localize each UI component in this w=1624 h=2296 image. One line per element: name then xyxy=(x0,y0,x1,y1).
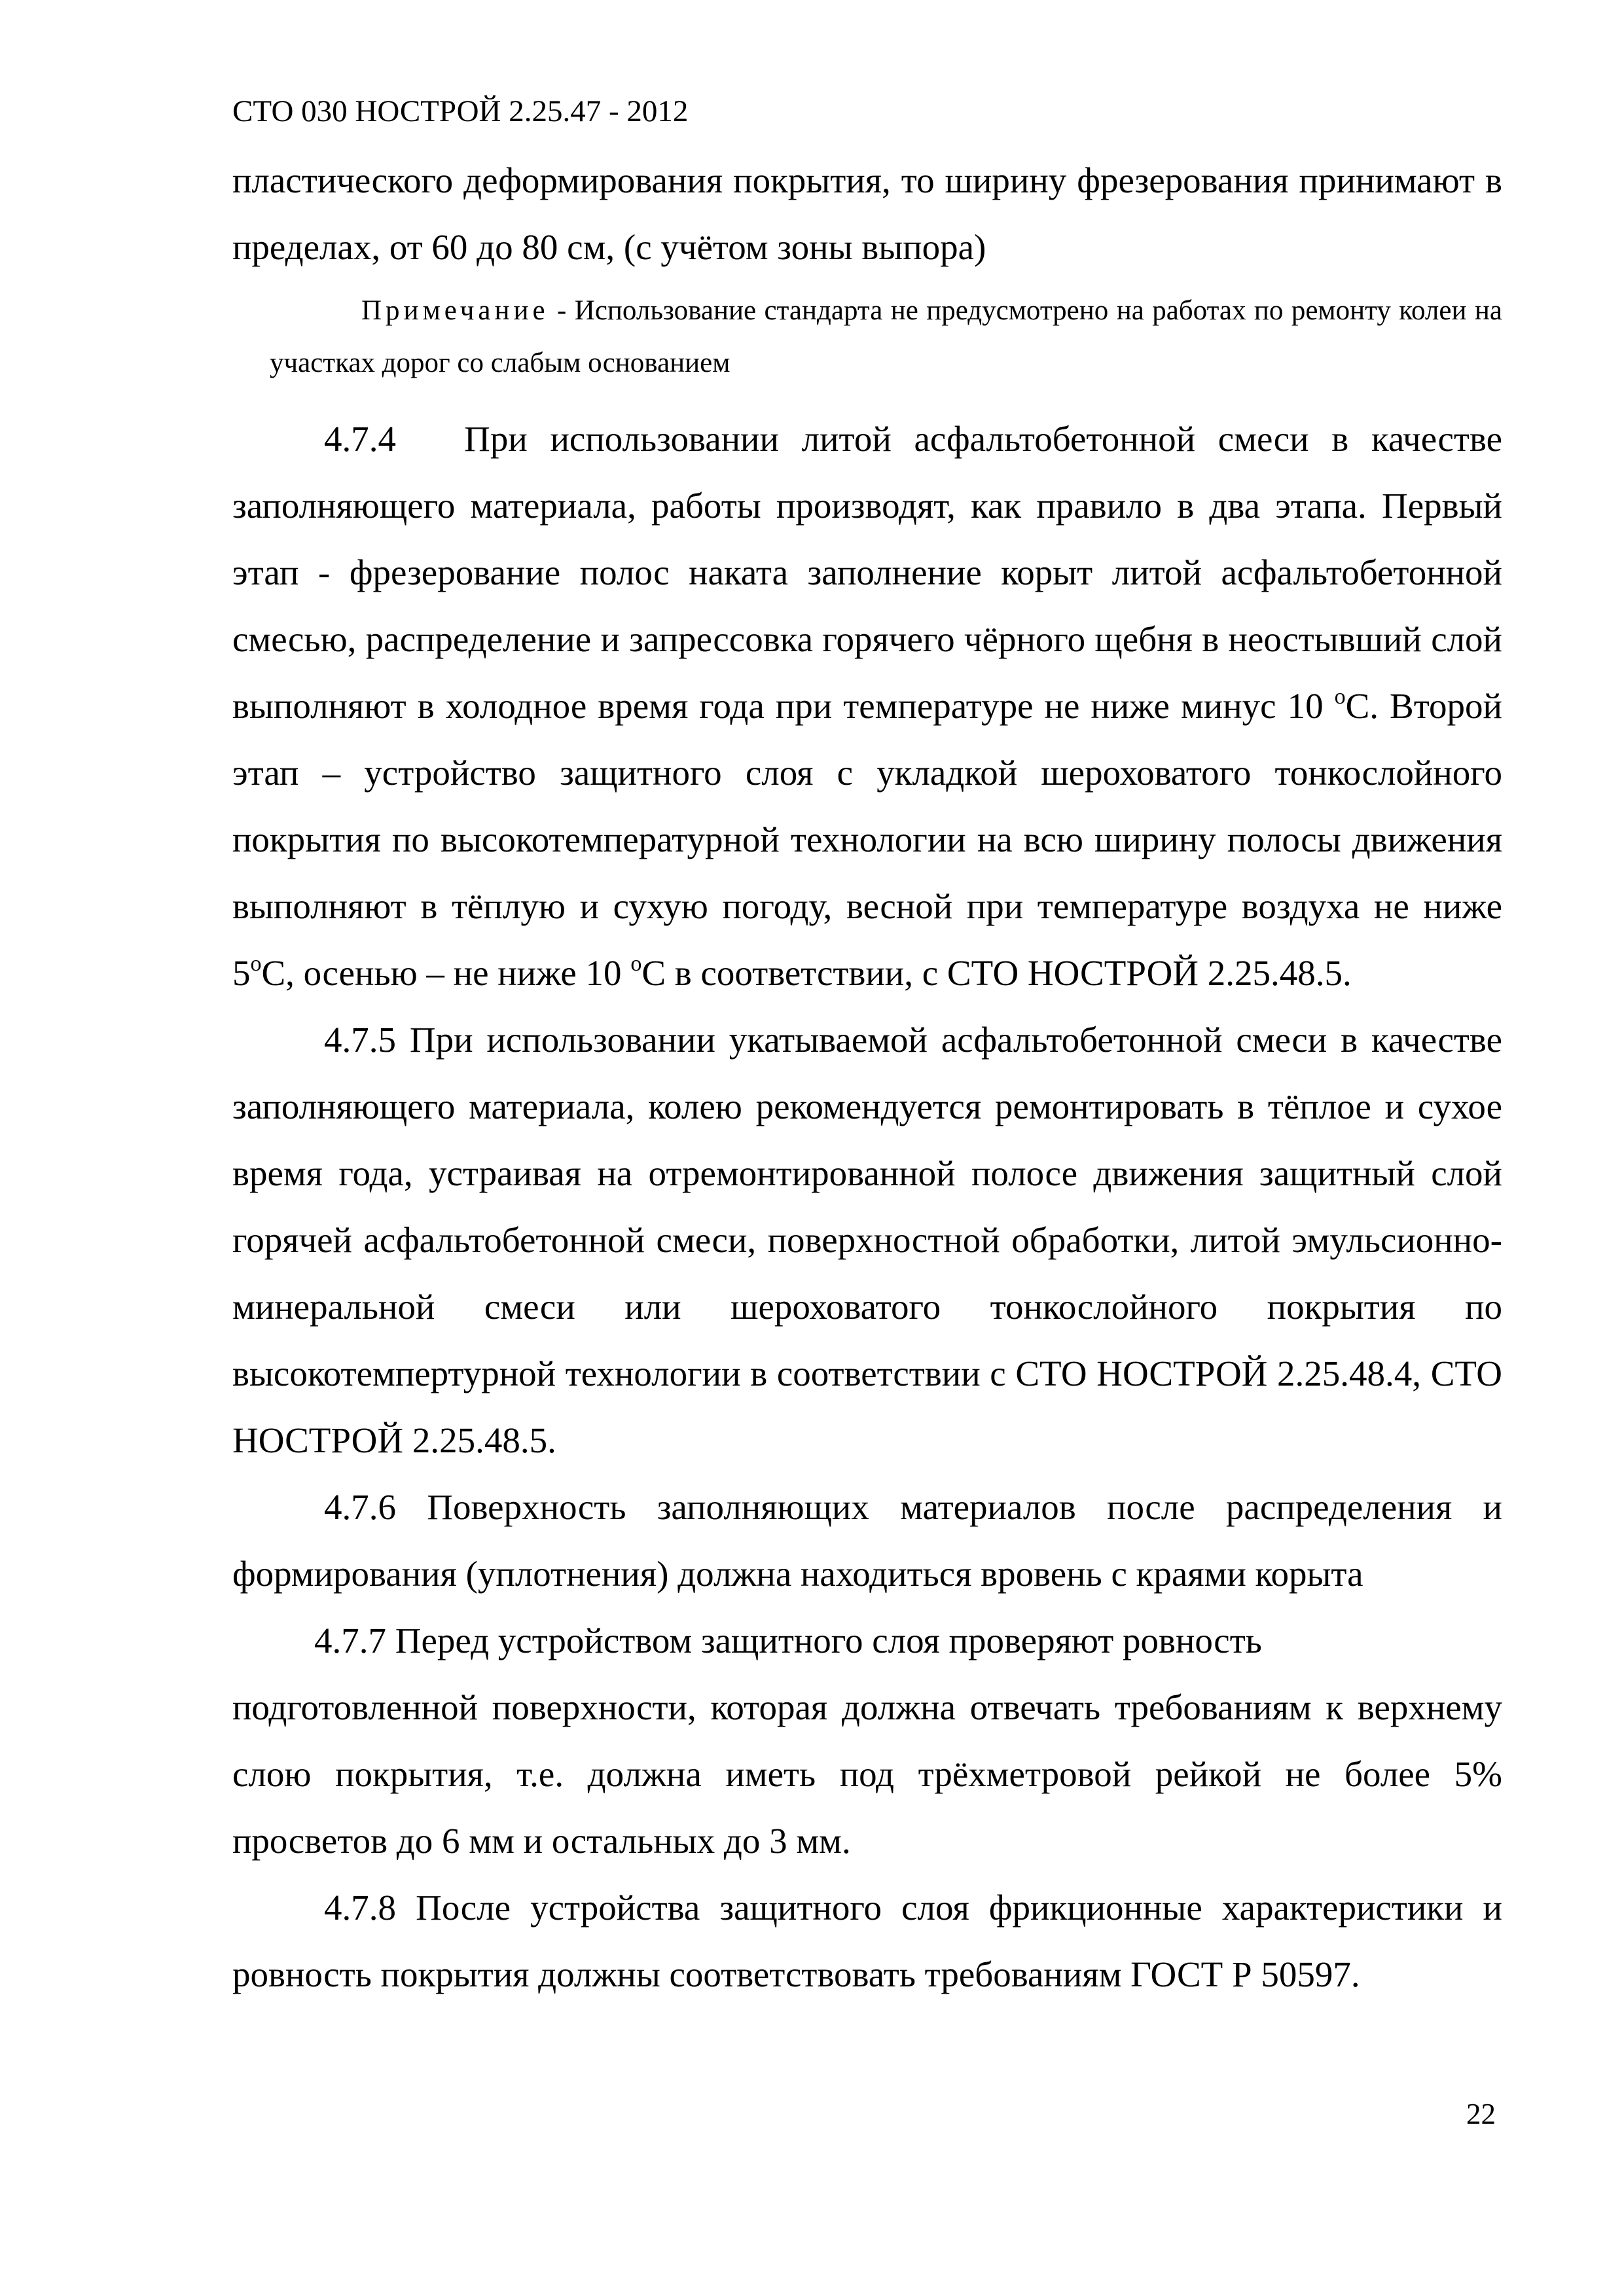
note-label: Примечание xyxy=(361,295,549,326)
section-4-7-4 xyxy=(232,406,1502,1007)
section-4-7-4-number: 4.7.4 xyxy=(324,419,396,459)
page-number: 22 xyxy=(1466,2098,1496,2130)
section-4-7-4-text-c: С, осенью – не ниже 10 xyxy=(261,953,631,993)
document-header: СТО 030 НОСТРОЙ 2.25.47 - 2012 xyxy=(232,94,689,128)
section-4-7-7-rest: подготовленной поверхности, которая должна отвечать требованиям к верхнему слою покрытия, т.е. должна иметь под трёхметровой рейкой не более 5% просветов до 6 мм и остальных до 3 мм. xyxy=(232,1687,1502,1861)
main-text-block xyxy=(232,406,1502,2008)
note-dash: - xyxy=(549,295,575,326)
section-4-7-7-first-line: 4.7.7 Перед устройством защитного слоя проверяют ровность xyxy=(314,1621,1262,1660)
section-4-7-8: 4.7.8 После устройства защитного слоя фрикционные характеристики и ровность покрытия должны соответствовать требованиям ГОСТ Р 50597. xyxy=(232,1888,1502,1994)
section-4-7-6: 4.7.6 Поверхность заполняющих материалов после распределения и формирования (уплотнения) должна находиться вровень с краями корыта xyxy=(232,1487,1502,1594)
top-paragraph: пластического деформирования покрытия, то ширину фрезерования принимают в пределах, от 60 до 80 см, (с учётом зоны выпора) xyxy=(232,160,1502,267)
section-4-7-4-text-a: При использовании литой асфальтобетонной смеси в качестве заполняющего материала, работы производят, как правило в два этапа. Первый этап - фрезерование полос наката заполнение корыт литой асфальтобетонной смесью, распределение и запрессовка горячего чёрного щебня в неостывший слой выполняют в холодное время года при температуре не ниже минус 10 xyxy=(232,419,1502,726)
degree-mark: о xyxy=(250,952,262,976)
section-4-7-4-text-b: С. Второй этап – устройство защитного слоя с укладкой шероховатого тонкослойного покрытия по высокотемпературной технологии на всю ширину полосы движения выполняют в тёплую и сухую погоду, весной при температуре воздуха не ниже 5 xyxy=(232,686,1502,993)
note-block xyxy=(270,285,1502,389)
top-paragraph-block xyxy=(232,147,1502,281)
section-4-7-5: 4.7.5 При использовании укатываемой асфальтобетонной смеси в качестве заполняющего материала, колею рекомендуется ремонтировать в тёплое и сухое время года, устраивая на отремонтированной полосе движения защитный слой горячей асфальтобетонной смеси, поверхностной обработки, литой эмульсионно-минеральной смеси или шероховатого тонкослойного покрытия по высокотемпертурной технологии в соответствии с СТО НОСТРОЙ 2.25.48.4, СТО НОСТРОЙ 2.25.48.5. xyxy=(232,1020,1502,1460)
note-text: Использование стандарта не предусмотрено на работах по ремонту колеи на участках дорог со слабым основанием xyxy=(270,295,1502,378)
section-4-7-4-text-d: С в соответствии, с СТО НОСТРОЙ 2.25.48.5. xyxy=(641,953,1352,993)
degree-mark: о xyxy=(630,952,642,976)
degree-mark: о xyxy=(1334,685,1346,709)
